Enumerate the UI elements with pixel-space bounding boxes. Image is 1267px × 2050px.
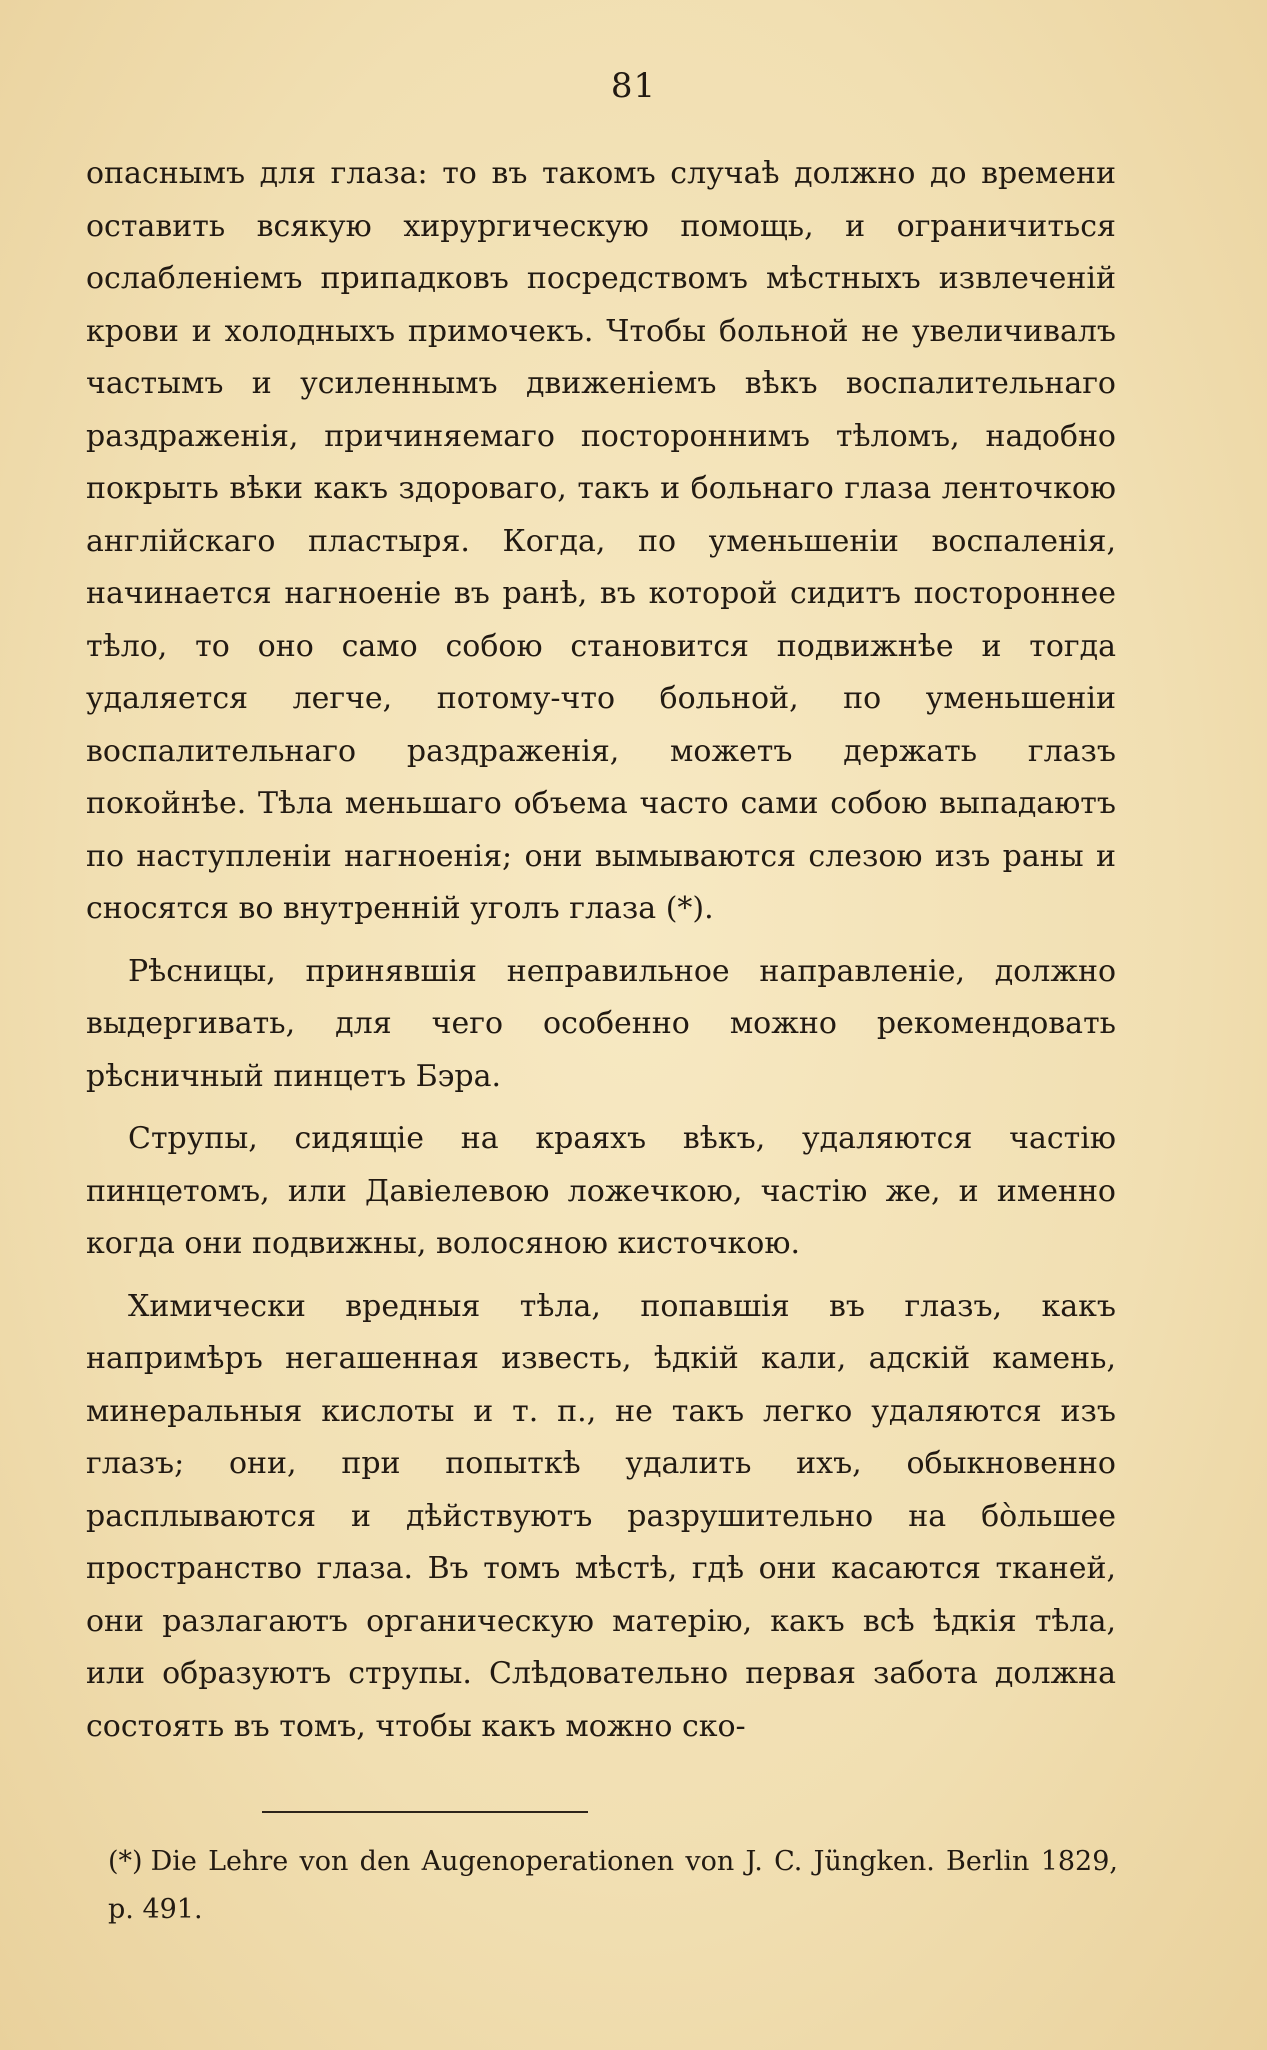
footnote-divider bbox=[262, 1811, 588, 1813]
paragraph-eyelashes: Рѣсницы, принявшія неправильное направленіе, должно выдергивать, для чего особенно можно рекомендовать рѣсничный пинцетъ Бэра. bbox=[86, 953, 1116, 1094]
paragraph-chemical-bodies: Химически вредныя тѣла, попавшія въ глазъ, какъ напримѣръ негашенная известь, ѣдкій кали, адскій камень, минеральныя кислоты и т. п., не такъ легко удаляются изъ глазъ; они, при попыткѣ удалить ихъ, обыкновенно расплываются и дѣйствуютъ разрушительно на бо̀льшее пространство глаза. Въ томъ мѣстѣ, гдѣ они касаются тканей, они разлагаютъ органическую матерію, какъ всѣ ѣдкія тѣла, или образуютъ струпы. Слѣдовательно первая забота должна состоять въ томъ, чтобы какъ можно ско- bbox=[86, 1288, 1116, 1744]
paragraph-crusts: Струпы, сидящіе на краяхъ вѣкъ, удаляются частію пинцетомъ, или Давіелевою ложечкою, частію же, и именно когда они подвижны, волосяною кисточкою. bbox=[86, 1121, 1116, 1261]
footnote-marker: (*) bbox=[108, 1846, 143, 1877]
paragraph-continuation: опаснымъ для глаза: то въ такомъ случаѣ должно до времени оставить всякую хирургическую помощь, и ограничиться ослабленіемъ припадковъ посредствомъ мѣстныхъ извлеченій крови и холодныхъ примочекъ. Чтобы больной не увеличивалъ частымъ и усиленнымъ движеніемъ вѣкъ воспалительнаго раздраженія, причиняемаго постороннимъ тѣломъ, надобно покрыть вѣки какъ здороваго, такъ и больнаго глаза ленточкою англійскаго пластыря. Когда, по уменьшеніи воспаленія, начинается нагноеніе въ ранѣ, въ которой сидитъ постороннее тѣло, то оно само собою становится подвижнѣе и тогда удаляется легче, потому-что больной, по уменьшеніи воспалительнаго раздраженія, можетъ держать глазъ покойнѣе. Тѣла меньшаго объема часто сами собою выпадаютъ по наступленіи нагноенія; они вымываются слезою изъ раны и сносятся во внутренній уголъ глаза (*). bbox=[86, 156, 1116, 926]
page-number: 81 bbox=[610, 66, 657, 106]
footnote-text: Die Lehre von den Augenoperationen von J. C. Jüngken. Berlin 1829, p. 491. bbox=[108, 1846, 1118, 1925]
footnote bbox=[108, 1838, 1118, 1934]
main-text bbox=[86, 148, 1116, 1753]
